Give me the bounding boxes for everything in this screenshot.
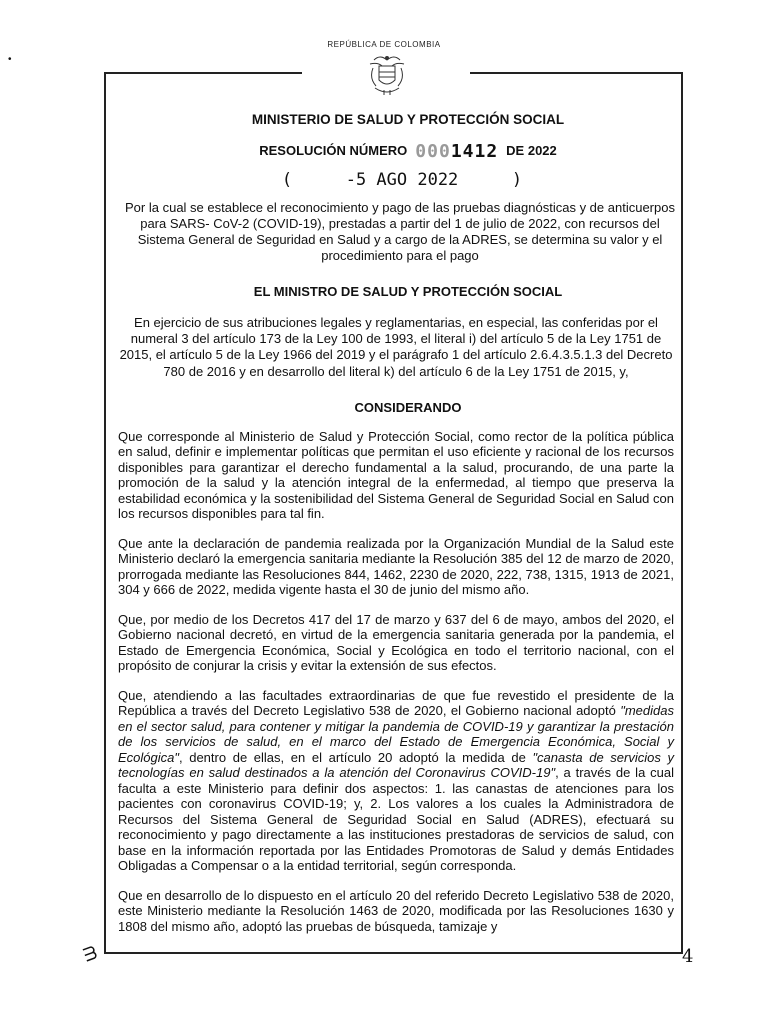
handwritten-page-mark: 4: [682, 946, 694, 967]
paragraph-4-quote-1: "medidas en el sector salud, para contener y mitigar la pandemia de COVID-19 y garantizar la prestación de los servicios de salud, en el marco del Estado de Emergencia Económica, Social y Ecológica": [118, 703, 674, 765]
legal-powers-text: En ejercicio de sus atribuciones legales y reglamentarias, en especial, las conferidas por el numeral 3 del artículo 173 de la Ley 100 de 1993, el literal i) del artículo 5 de la Ley 1751 de 2015, el artículo 5 de la Ley 1966 del 2019 y el parágrafo 1 del artículo 2.6.4.3.5.1.3 del Decreto 780 de 2016 y en desarrollo del literal k) del artículo 6 de la Ley 1751 de 2015, y,: [119, 315, 673, 379]
resolution-number-line: [140, 141, 676, 162]
ministry-title: MINISTERIO DE SALUD Y PROTECCIÓN SOCIAL: [251, 112, 565, 127]
resolution-number-value: 1412: [450, 141, 499, 162]
paragraph-4-part-a: Que, atendiendo a las facultades extraordinarias de que fue revestido el presidente de la República a través del Decreto Legislativo 538 de 2020, el Gobierno nacional adoptó: [118, 687, 674, 719]
resolution-date-line: [128, 170, 676, 190]
document-header: [0, 40, 768, 49]
paragraph-5: Que en desarrollo de lo dispuesto en el artículo 20 del referido Decreto Legislativo 538 de 2020, este Ministerio mediante la Resolución 1463 de 2020, modificada por las Resoluciones 1630 y 1808 del mismo año, adoptó las pruebas de búsqueda, tamizaje y: [118, 887, 674, 934]
date-open-paren: (: [281, 170, 293, 190]
resolution-number-faint: 000: [415, 141, 451, 162]
issuer-heading: EL MINISTRO DE SALUD Y PROTECCIÓN SOCIAL: [253, 284, 563, 299]
date-close-paren: ): [511, 170, 523, 190]
republic-label: REPÚBLICA DE COLOMBIA: [327, 40, 441, 49]
resolution-date: -5 AGO 2022: [345, 170, 459, 190]
paragraph-3: Que, por medio de los Decretos 417 del 17 de marzo y 637 del 6 de mayo, ambos del 2020, el Gobierno nacional decretó, en virtud de la emergencia sanitaria generada por la pandemia, el Estado de Emergencia Económica, Social y Ecológica en todo el territorio nacional, con el propósito de conjurar la crisis y evitar la extensión de sus efectos.: [118, 611, 674, 674]
paragraph-2: Que ante la declaración de pandemia realizada por la Organización Mundial de la Salud este Ministerio declaró la emergencia sanitaria mediante la Resolución 385 del 12 de marzo de 2020, prorrogada mediante las Resoluciones 844, 1462, 2230 de 2020, 222, 738, 1315, 1913 de 2021, 304 y 666 de 2022, medida vigente hasta el 30 de junio del mismo año.: [118, 535, 674, 598]
paragraph-4-part-e: , a través de la cual faculta a este Ministerio para definir dos aspectos: 1. las canastas de atenciones para los pacientes con coronavirus COVID-19; y, 2. Los valores a los cuales la Administradora de Recursos del Sistema General de Seguridad Social en Salud (ADRES), efectuará su reconocimiento y pago directamente a las instituciones prestadoras de servicios de salud, con base en la información reportada por las Entidades Promotoras de Salud y demás Entidades Obligadas a Compensar o a la entidad territorial, según corresponda.: [118, 765, 675, 874]
scan-artifact-dot: •: [8, 54, 12, 65]
paragraph-4-part-c: , dentro de ellas, en el artículo 20 adoptó la medida de: [178, 749, 533, 765]
paragraph-4-quote-2: "canasta de servicios y tecnologías en salud destinados a la atención del Coronavirus COVID-19": [118, 749, 674, 781]
paragraph-1: Que corresponde al Ministerio de Salud y Protección Social, como rector de la política pública en salud, definir e implementar políticas que permitan el uso eficiente y racional de los recursos disponibles para garantizar el derecho fundamental a la salud, procurando, de una parte la promoción de la salud y la atención integral de la enfermedad, al tiempo que preserva la estabilidad económica y la sostenibilidad del Sistema General de Seguridad Social en Salud con los recursos disponibles para tal fin.: [118, 428, 674, 522]
resolution-label: RESOLUCIÓN NÚMERO: [259, 143, 408, 158]
resolution-subject: Por la cual se establece el reconocimiento y pago de las pruebas diagnósticas y de anticuerpos para SARS- CoV-2 (COVID-19), prestadas a partir del 1 de julio de 2022, con recursos del Sistema General de Seguridad en Salud y a cargo de la ADRES, se determina su valor y el procedimiento para el pago: [125, 200, 675, 263]
document-body: [116, 112, 676, 947]
handwritten-initial-mark: ᗱ: [80, 942, 101, 967]
paragraph-4: [116, 688, 676, 874]
resolution-number: [407, 141, 506, 162]
resolution-year: DE 2022: [506, 143, 557, 158]
considering-heading: CONSIDERANDO: [354, 399, 462, 415]
